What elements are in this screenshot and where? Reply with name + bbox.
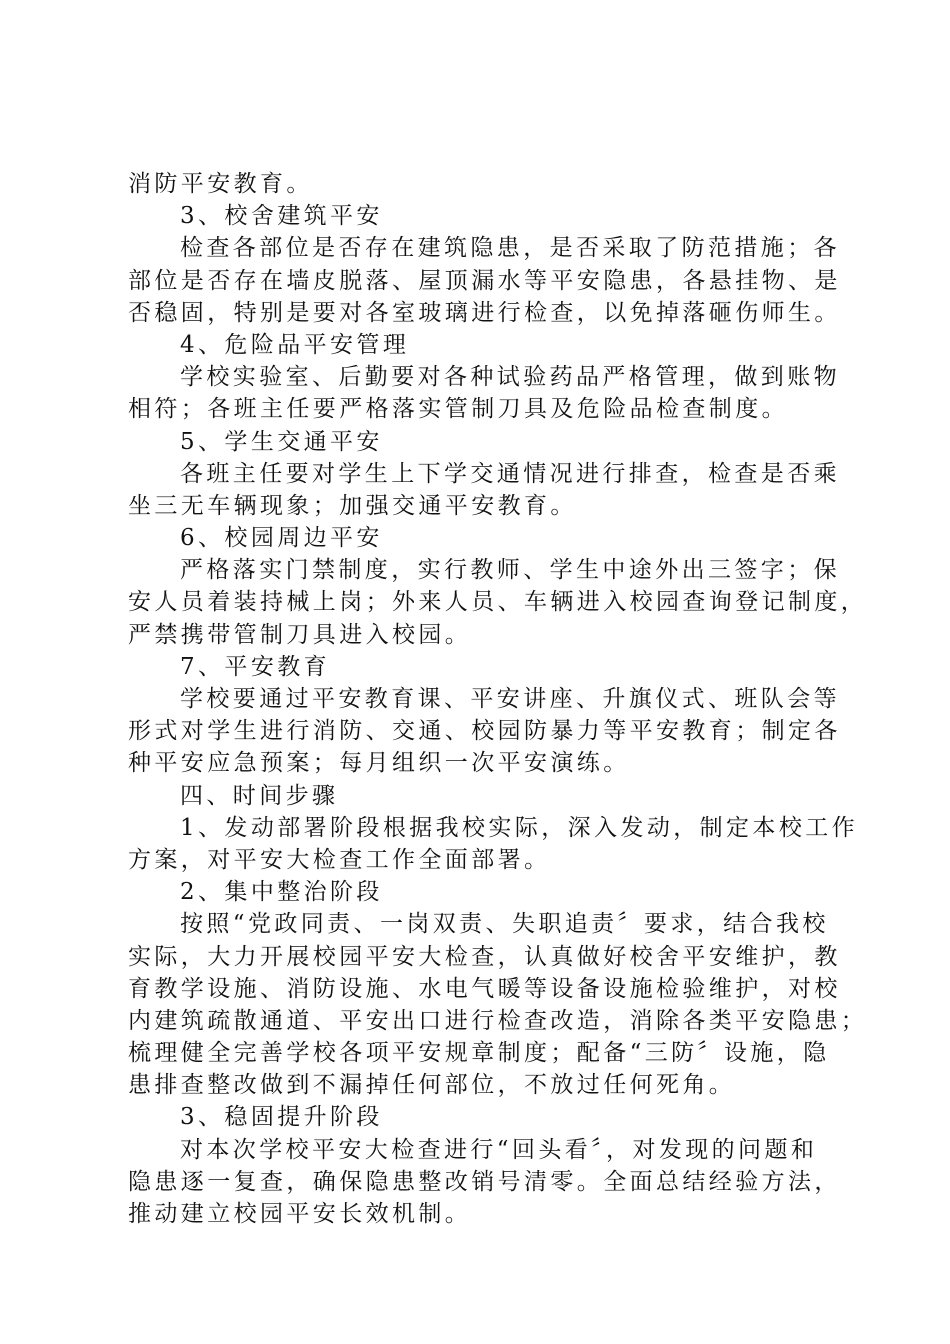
text-line: 种平安应急预案；每月组织一次平安演练。: [128, 750, 630, 777]
text-line: 学校要通过平安教育课、平安讲座、升旗仪式、班队会等: [180, 686, 840, 712]
text-line: 部位是否存在墙皮脱落、屋顶漏水等平安隐患，各悬挂物、是: [128, 267, 841, 294]
text-line: 学校实验室、后勤要对各种试验药品严格管理，做到账物: [180, 364, 840, 391]
section-heading: 4、危险品平安管理: [180, 331, 410, 358]
section-heading: 2、集中整治阶段: [180, 879, 383, 906]
text-line: 实际，大力开展校园平安大检查，认真做好校舍平安维护，教: [128, 943, 841, 970]
text-line: 形式对学生进行消防、交通、校园防暴力等平安教育；制定各: [128, 718, 841, 745]
section-heading: 6、校园周边平安: [180, 525, 383, 552]
text-line: 严格落实门禁制度，实行教师、学生中途外出三签字；保: [180, 557, 840, 584]
text-line: 按照“党政同责、一岗双责、失职追责〞要求，结合我校: [180, 911, 829, 938]
text-line: 对本次学校平安大检查进行“回头看〞，对发现的问题和: [180, 1136, 818, 1163]
document-body: [128, 168, 868, 1230]
text-line: 严禁携带管制刀具进入校园。: [128, 621, 472, 648]
text-line: 隐患逐一复查，确保隐患整改销号清零。全面总结经验方法，: [128, 1168, 841, 1195]
text-line: 安人员着装持械上岗；外来人员、车辆进入校园查询登记制度，: [128, 589, 868, 616]
text-line: 育教学设施、消防设施、水电气暖等设备设施检验维护，对校: [128, 975, 841, 1002]
section-heading: 3、校舍建筑平安: [180, 203, 383, 230]
section-heading: 四、时间步骤: [180, 782, 339, 809]
text-line: 梳理健全完善学校各项平安规章制度；配备“三防〞设施，隐: [128, 1040, 830, 1067]
text-line: 检查各部位是否存在建筑隐患，是否采取了防范措施；各: [180, 235, 840, 262]
text-line: 1、发动部署阶段根据我校实际，深入发动，制定本校工作: [180, 814, 859, 841]
text-line: 患排查整改做到不漏掉任何部位，不放过任何死角。: [128, 1072, 736, 1099]
text-line: 各班主任要对学生上下学交通情况进行排查，检查是否乘: [180, 460, 840, 487]
text-line: 消防平安教育。: [128, 171, 313, 197]
text-line: 内建筑疏散通道、平安出口进行检查改造，消除各类平安隐患；: [128, 1007, 868, 1034]
text-line: 相符；各班主任要严格落实管制刀具及危险品检查制度。: [128, 396, 788, 423]
section-heading: 7、平安教育: [180, 653, 331, 680]
section-heading: 3、稳固提升阶段: [180, 1104, 383, 1131]
section-heading: 5、学生交通平安: [180, 428, 383, 455]
text-line: 方案，对平安大检查工作全面部署。: [128, 846, 551, 873]
text-line: 坐三无车辆现象；加强交通平安教育。: [128, 492, 577, 519]
text-line: 推动建立校园平安长效机制。: [128, 1201, 472, 1227]
text-line: 否稳固，特别是要对各室玻璃进行检查，以免掉落砸伤师生。: [128, 299, 841, 326]
